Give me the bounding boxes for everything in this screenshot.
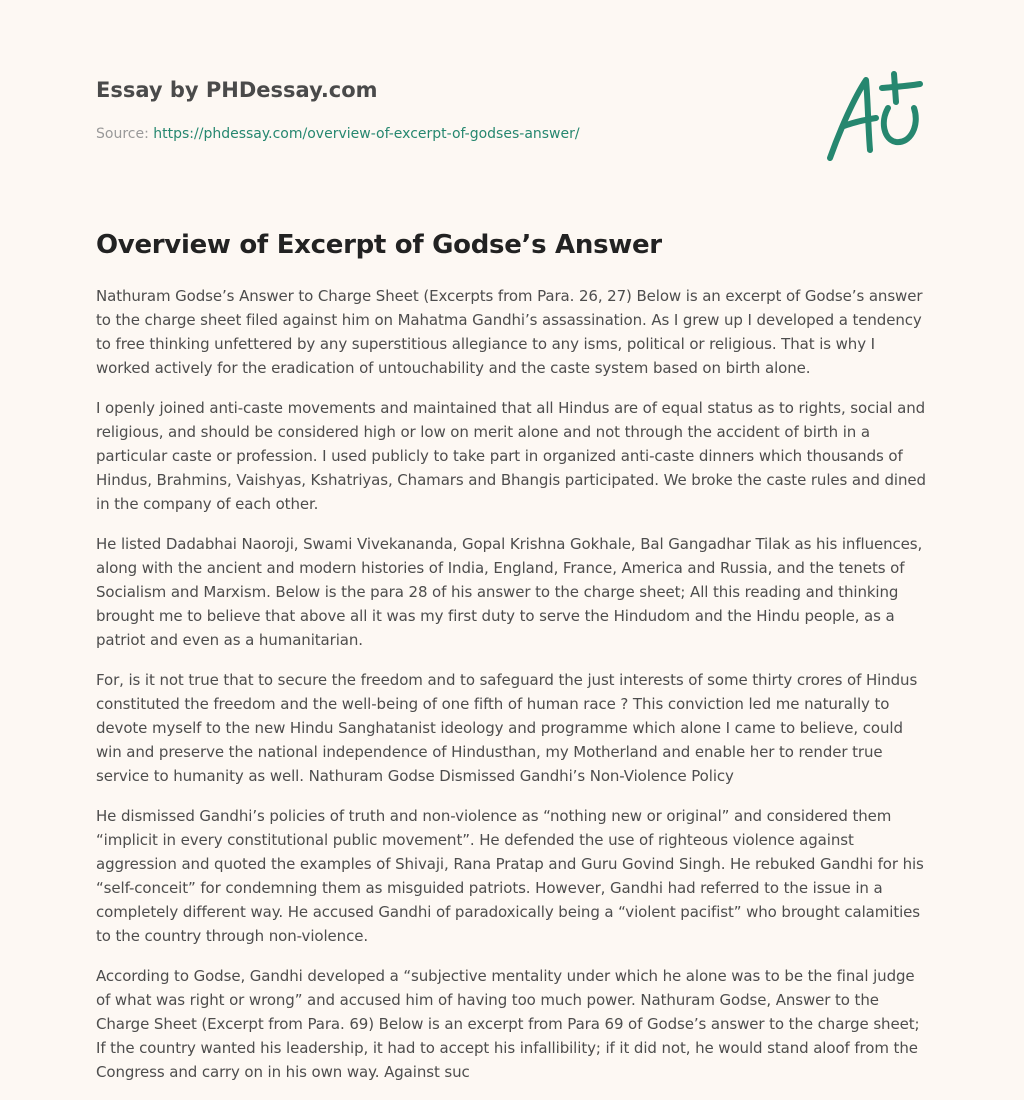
essay-header xyxy=(96,76,796,144)
essay-title: Overview of Excerpt of Godse’s Answer xyxy=(96,230,662,260)
source-line xyxy=(96,124,796,144)
paragraph: According to Godse, Gandhi developed a “subjective mentality under which he alone was to be the final judge of what was right or wrong” and accused him of having too much power. Nathuram Godse, Answer to the Charge Sheet (Excerpt from Para. 69) Below is an excerpt from Para 69 of Godse’s answer to the charge sheet; If the country wanted his leadership, it had to accept his infallibility; if it did not, he would stand aloof from the Congress and carry on in his own way. Against suc xyxy=(96,967,920,1081)
paragraph: He dismissed Gandhi’s policies of truth and non-violence as “nothing new or original” and considered them “implicit in every constitutional public movement”. He defended the use of righteous violence against aggression and quoted the examples of Shivaji, Rana Pratap and Guru Govind Singh. He rebuked Gandhi for his “self-conceit” for condemning them as misguided patriots. However, Gandhi had referred to the issue in a completely different way. He accused Gandhi of paradoxically being a “violent pacifist” who brought calamities to the country through non-violence. xyxy=(96,807,924,945)
source-label: Source: xyxy=(96,126,149,142)
a-plus-logo-icon xyxy=(822,68,926,164)
essay-body xyxy=(96,284,928,1100)
source-link[interactable]: https://phdessay.com/overview-of-excerpt-of-godses-answer/ xyxy=(153,126,580,142)
paragraph: I openly joined anti-caste movements and maintained that all Hindus are of equal status as to rights, social and religious, and should be considered high or low on merit alone and not through the accident of birth in a particular caste or profession. I used publicly to take part in organized anti-caste dinners which thousands of Hindus, Brahmins, Vaishyas, Kshatriyas, Chamars and Bhangis participated. We broke the caste rules and dined in the company of each other. xyxy=(96,399,926,513)
paragraph: He listed Dadabhai Naoroji, Swami Vivekananda, Gopal Krishna Gokhale, Bal Gangadhar Tilak as his influences, along with the ancient and modern histories of India, England, France, America and Russia, and the tenets of Socialism and Marxism. Below is the para 28 of his answer to the charge sheet; All this reading and thinking brought me to believe that above all it was my first duty to serve the Hindudom and the Hindu people, as a patriot and even as a humanitarian. xyxy=(96,535,923,649)
site-brand: Essay by PHDessay.com xyxy=(96,78,378,102)
paragraph: For, is it not true that to secure the freedom and to safeguard the just interests of some thirty crores of Hindus constituted the freedom and the well-being of one fifth of human race ? This conviction led me naturally to devote myself to the new Hindu Sanghatanist ideology and programme which alone I came to believe, could win and preserve the national independence of Hindusthan, my Motherland and enable her to render true service to humanity as well. Nathuram Godse Dismissed Gandhi’s Non-Violence Policy xyxy=(96,671,918,785)
paragraph: Nathuram Godse’s Answer to Charge Sheet (Excerpts from Para. 26, 27) Below is an excerpt of Godse’s answer to the charge sheet filed against him on Mahatma Gandhi’s assassination. As I grew up I developed a tendency to free thinking unfettered by any superstitious allegiance to any isms, political or religious. That is why I worked actively for the eradication of untouchability and the caste system based on birth alone. xyxy=(96,287,923,377)
